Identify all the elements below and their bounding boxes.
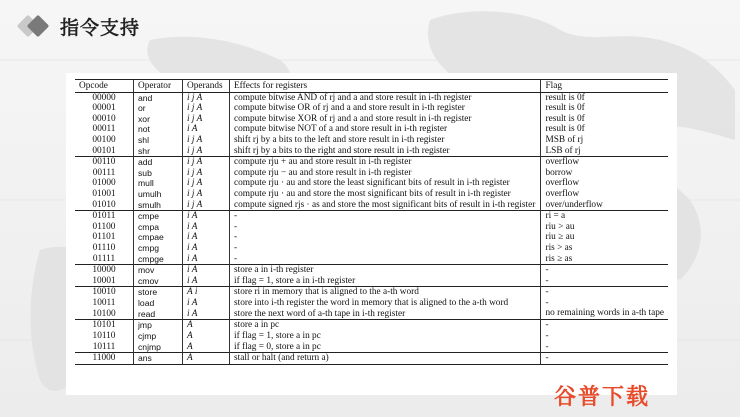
table-row (75, 342, 668, 353)
cell-operands: i A (183, 254, 230, 265)
cell-flag: - (541, 342, 668, 353)
table-body (75, 92, 668, 364)
cell-effect: if flag = 0, store a in pc (230, 342, 541, 353)
cell-effect: if flag = 1, store a in i-th register (230, 276, 541, 287)
cell-effect: - (230, 254, 541, 265)
cell-flag: - (541, 331, 668, 342)
table-row (75, 168, 668, 179)
table-row (75, 232, 668, 243)
cell-operands: i j A (183, 189, 230, 200)
cell-operator: and (134, 92, 183, 103)
cell-operands: i A (183, 265, 230, 276)
cell-opcode: 10001 (92, 275, 116, 286)
table-row (75, 124, 668, 135)
cell-opcode: 00111 (92, 167, 116, 178)
cell-opcode: 01111 (92, 253, 116, 264)
cell-opcode: 00010 (92, 113, 116, 124)
cell-effect: store the next word of a-th tape in i-th register (230, 308, 541, 320)
cell-operator: cjmp (134, 331, 183, 342)
cell-operands: i j A (183, 178, 230, 189)
cell-operands: i A (183, 124, 230, 135)
table-row (75, 200, 668, 211)
cell-flag: - (541, 298, 668, 309)
cell-operands: A (183, 331, 230, 342)
cell-opcode: 11000 (75, 353, 134, 365)
cell-flag: - (541, 353, 668, 365)
cell-flag: LSB of rj (541, 146, 668, 157)
cell-effect: - (230, 211, 541, 222)
cell-effect: compute bitwise AND of rj and a and store result in i-th register (230, 92, 541, 103)
cell-flag: result is 0f (541, 103, 668, 114)
table-row (75, 178, 668, 189)
cell-flag: over/underflow (541, 200, 668, 211)
cell-operator: ans (134, 353, 183, 365)
cell-operator: cnjmp (134, 342, 183, 353)
cell-opcode: 01010 (92, 199, 116, 210)
cell-operator: read (134, 308, 183, 320)
cell-effect: store a in pc (230, 320, 541, 331)
table-row (75, 265, 668, 276)
cell-flag: overflow (541, 189, 668, 200)
cell-opcode: 10000 (75, 265, 134, 276)
cell-operator: cmpe (134, 211, 183, 222)
cell-effect: compute rju + au and store result in i-th register (230, 157, 541, 168)
slide-header (18, 10, 140, 42)
cell-flag: borrow (541, 168, 668, 179)
cell-flag: result is 0f (541, 124, 668, 135)
cell-opcode: 10010 (75, 287, 134, 298)
cell-flag: result is 0f (541, 92, 668, 103)
cell-effect: compute bitwise XOR of rj and a and store result in i-th register (230, 114, 541, 125)
table-row (75, 157, 668, 168)
cell-flag: ri = a (541, 211, 668, 222)
table-row (75, 276, 668, 287)
cell-flag: riu > au (541, 222, 668, 233)
cell-operator: xor (134, 114, 183, 125)
cell-operands: i A (183, 276, 230, 287)
cell-operands: i A (183, 232, 230, 243)
cell-operands: i A (183, 222, 230, 233)
table-row (75, 211, 668, 222)
cell-opcode: 10111 (92, 341, 116, 352)
cell-effect: if flag = 1, store a in pc (230, 331, 541, 342)
cell-opcode: 01100 (92, 221, 116, 232)
cell-opcode: 10101 (75, 320, 134, 331)
cell-operands: i A (183, 243, 230, 254)
cell-operator: store (134, 287, 183, 298)
cell-operator: or (134, 103, 183, 114)
cell-operator: mov (134, 265, 183, 276)
cell-opcode: 00100 (92, 134, 116, 145)
cell-operands: i A (183, 211, 230, 222)
cell-operator: cmpa (134, 222, 183, 233)
table-row (75, 103, 668, 114)
watermark-logo: 谷普下载 (554, 385, 651, 410)
cell-operands: i j A (183, 146, 230, 157)
table-row (75, 331, 668, 342)
cell-effect: shift rj by a bits to the left and store result in i-th register (230, 135, 541, 146)
table-row (75, 298, 668, 309)
cell-operands: A (183, 353, 230, 365)
table-row (75, 189, 668, 200)
cell-effect: compute rju − au and store result in i-th register (230, 168, 541, 179)
instruction-table (75, 79, 668, 365)
table-row (75, 308, 668, 320)
cell-opcode: 00110 (75, 157, 134, 168)
cell-operands: i j A (183, 103, 230, 114)
header-operands: Operands (183, 80, 230, 93)
cell-operands: A (183, 320, 230, 331)
table-row (75, 254, 668, 265)
cell-operator: shr (134, 146, 183, 157)
cell-opcode: 10011 (92, 297, 116, 308)
cell-flag: - (541, 276, 668, 287)
cell-operator: cmov (134, 276, 183, 287)
cell-opcode: 00000 (92, 92, 116, 103)
cell-operator: sub (134, 168, 183, 179)
header-effects: Effects for registers (230, 80, 541, 93)
cell-flag: - (541, 265, 668, 276)
table-row (75, 114, 668, 125)
cell-effect: compute signed rjs · as and store the most significant bits of result in i-th register (230, 200, 541, 211)
table-row (75, 135, 668, 146)
cell-operator: load (134, 298, 183, 309)
cell-opcode: 00011 (92, 124, 116, 135)
table-row (75, 320, 668, 331)
cell-opcode: 01110 (92, 242, 116, 253)
table-row (75, 287, 668, 298)
cell-operands: i j A (183, 168, 230, 179)
cell-operands: i j A (183, 157, 230, 168)
instruction-table-card (66, 73, 677, 395)
table-row (75, 222, 668, 233)
cell-opcode: 01001 (92, 188, 116, 199)
cell-opcode: 10100 (92, 308, 116, 319)
cell-operator: not (134, 124, 183, 135)
cell-flag: - (541, 320, 668, 331)
cell-flag: - (541, 287, 668, 298)
cell-operator: mull (134, 178, 183, 189)
cell-flag: MSB of rj (541, 135, 668, 146)
cell-operands: i A (183, 298, 230, 309)
cell-opcode: 00001 (92, 103, 116, 114)
cell-operator: cmpg (134, 243, 183, 254)
table-row (75, 243, 668, 254)
header-operator: Operator (134, 80, 183, 93)
header-flag: Flag (541, 80, 668, 93)
cell-operator: cmpae (134, 232, 183, 243)
cell-opcode: 10110 (92, 331, 116, 342)
cell-operands: i A (183, 308, 230, 320)
cell-operator: shl (134, 135, 183, 146)
table-row (75, 146, 668, 157)
cell-operator: add (134, 157, 183, 168)
cell-operands: A (183, 342, 230, 353)
cell-flag: overflow (541, 178, 668, 189)
cell-effect: shift rj by a bits to the right and store result in i-th register (230, 146, 541, 157)
cell-flag: ris ≥ as (541, 254, 668, 265)
cell-operator: umulh (134, 189, 183, 200)
cell-effect: - (230, 243, 541, 254)
cell-operands: A i (183, 287, 230, 298)
cell-opcode: 00101 (92, 145, 116, 156)
cell-flag: result is 0f (541, 114, 668, 125)
cell-opcode: 01011 (75, 211, 134, 222)
cell-opcode: 01101 (92, 232, 116, 243)
cell-effect: compute bitwise OR of rj and a and store result in i-th register (230, 103, 541, 114)
cell-operator: smulh (134, 200, 183, 211)
cell-flag: riu ≥ au (541, 232, 668, 243)
table-row (75, 353, 668, 365)
cell-effect: store a in i-th register (230, 265, 541, 276)
cell-flag: no remaining words in a-th tape (541, 308, 668, 320)
cell-flag: overflow (541, 157, 668, 168)
cell-flag: ris > as (541, 243, 668, 254)
table-header-row (75, 80, 668, 93)
cell-effect: compute rju · au and store the most significant bits of result in i-th register (230, 189, 541, 200)
cell-effect: compute rju · au and store the least significant bits of result in i-th register (230, 178, 541, 189)
cell-effect: - (230, 222, 541, 233)
cell-operator: jmp (134, 320, 183, 331)
table-row (75, 92, 668, 103)
cell-effect: store ri in memory that is aligned to the a-th word (230, 287, 541, 298)
cell-operator: cmpge (134, 254, 183, 265)
header-opcode: Opcode (75, 80, 134, 93)
cell-effect: stall or halt (and return a) (230, 353, 541, 365)
diamond-logo-icon (18, 11, 52, 41)
cell-operands: i j A (183, 200, 230, 211)
cell-effect: store into i-th register the word in memory that is aligned to the a-th word (230, 298, 541, 309)
cell-operands: i j A (183, 114, 230, 125)
cell-effect: compute bitwise NOT of a and store result in i-th register (230, 124, 541, 135)
cell-operands: i j A (183, 92, 230, 103)
page-title: 指令支持 (60, 16, 141, 39)
cell-operands: i j A (183, 135, 230, 146)
cell-opcode: 01000 (92, 178, 116, 189)
cell-effect: - (230, 232, 541, 243)
